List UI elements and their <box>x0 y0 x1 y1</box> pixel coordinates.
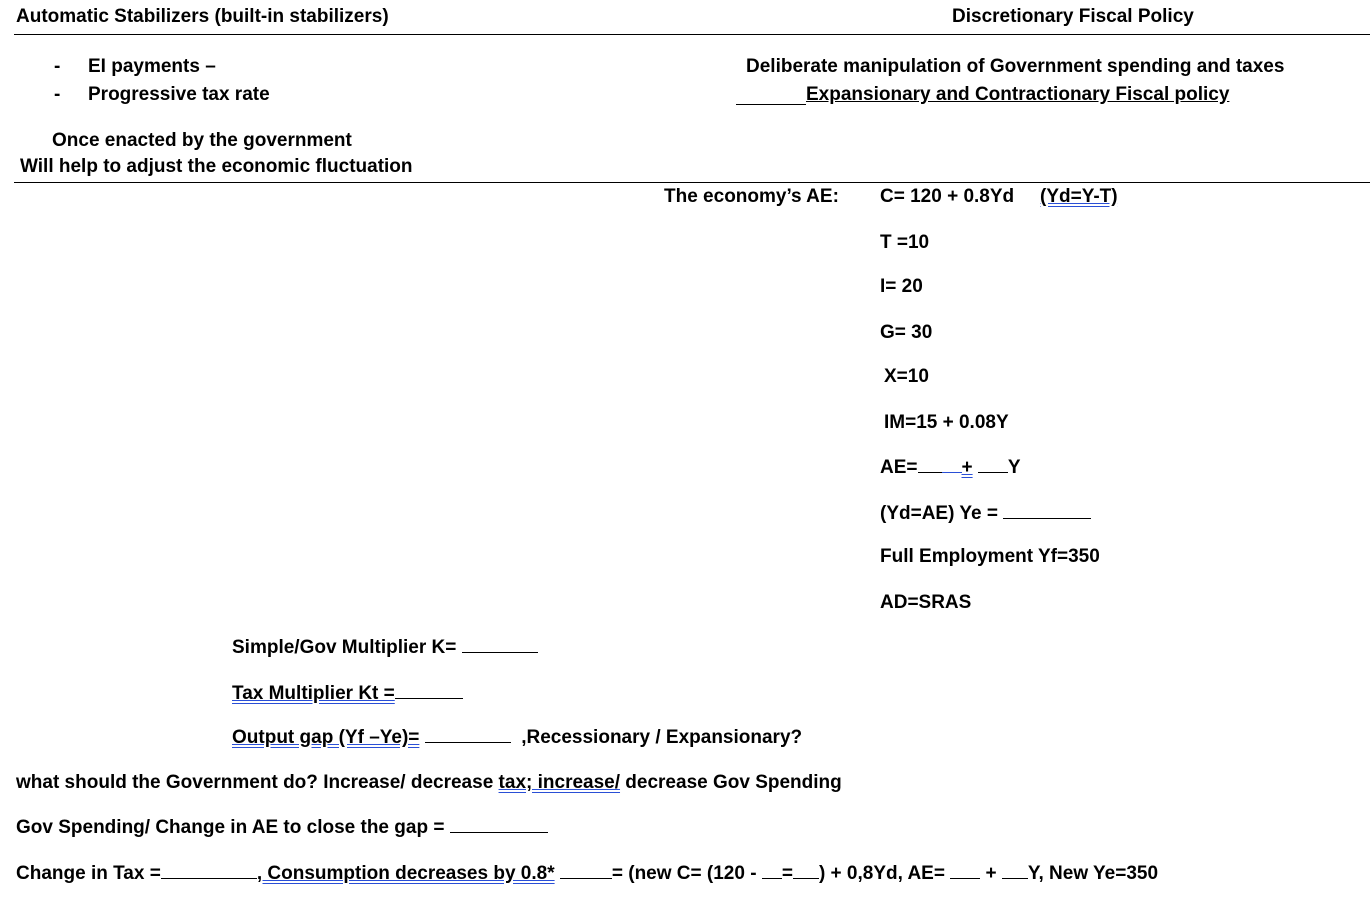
equilibrium-income <box>880 502 1091 525</box>
output-gap-type: ,Recessionary / Expansionary? <box>521 727 803 748</box>
economy-ae-label: The economy’s AE: <box>664 186 839 207</box>
exports-value: X=10 <box>884 366 929 387</box>
new-c-eq: = <box>781 863 793 884</box>
new-ae-slope-blank[interactable] <box>1002 862 1028 879</box>
ae-plus: + <box>961 457 973 478</box>
discretionary-heading: Discretionary Fiscal Policy <box>952 6 1194 27</box>
tax-multiplier-blank[interactable] <box>395 682 463 699</box>
multiplier-question <box>232 636 538 659</box>
multiplier-label: Simple/Gov Multiplier K= <box>232 637 457 658</box>
stabilizers-heading: Automatic Stabilizers (built-in stabilizers) <box>16 6 389 27</box>
new-c-blank-1[interactable] <box>762 862 782 879</box>
leading-underline <box>736 104 806 105</box>
change-tax-blank[interactable] <box>161 862 257 879</box>
section-rule <box>14 182 1370 183</box>
output-gap-label: Output gap (Yf –Ye)= <box>232 727 420 748</box>
consumption-decrease: , Consumption decreases by 0.8* <box>256 863 555 884</box>
tax-multiplier-label: Tax Multiplier Kt = <box>232 683 395 704</box>
discretionary-types: Expansionary and Contractionary Fiscal policy <box>806 84 1230 105</box>
gov-action-a2: tax; increase/ <box>498 772 621 793</box>
equilibrium-label: (Yd=AE) Ye = <box>880 503 998 524</box>
gov-action-a3: decrease Gov Spending <box>625 772 842 793</box>
new-c-label: = (new C= (120 - <box>611 863 757 884</box>
bullet-marker: - <box>54 56 61 77</box>
ad-sras: AD=SRAS <box>880 592 972 613</box>
output-gap-question <box>232 726 802 749</box>
ae-y: Y <box>1007 457 1021 478</box>
equilibrium-blank[interactable] <box>1003 502 1091 519</box>
government-value: G= 30 <box>880 322 933 343</box>
ae-intercept-blank[interactable] <box>918 456 942 473</box>
new-c-blank-2[interactable] <box>793 862 819 879</box>
gov-spending-blank[interactable] <box>450 816 548 833</box>
output-gap-blank[interactable] <box>425 726 511 743</box>
ae-intercept-blank-2[interactable] <box>942 456 962 473</box>
bullet-progressive-tax: Progressive tax rate <box>88 84 270 105</box>
consumption-function: C= 120 + 0.8Yd <box>880 186 1015 207</box>
gov-action-q: what should the Government do? <box>16 772 318 793</box>
stabilizers-note-2: Will help to adjust the economic fluctuation <box>20 156 413 177</box>
full-employment: Full Employment Yf=350 <box>880 546 1100 567</box>
tax-value: T =10 <box>880 232 930 253</box>
stabilizers-note-1: Once enacted by the government <box>52 130 352 151</box>
new-ae-plus: + <box>985 863 997 884</box>
tax-multiplier-question <box>232 682 463 705</box>
investment-value: I= 20 <box>880 276 923 297</box>
ae-prefix: AE= <box>880 457 918 478</box>
discretionary-definition: Deliberate manipulation of Government spending and taxes <box>746 56 1285 77</box>
new-c-end: ) + 0,8Yd, AE= <box>818 863 945 884</box>
change-tax-question <box>16 862 1158 885</box>
change-tax-label: Change in Tax = <box>16 863 161 884</box>
consumption-blank[interactable] <box>560 862 612 879</box>
disposable-income-text: (Yd=Y-T) <box>1040 186 1118 207</box>
new-ae-intercept-blank[interactable] <box>950 862 980 879</box>
gov-spending-label: Gov Spending/ Change in AE to close the gap = <box>16 817 445 838</box>
imports-function: IM=15 + 0.08Y <box>884 412 1009 433</box>
gov-action-a1: Increase/ decrease <box>323 772 494 793</box>
gov-action-question <box>16 772 842 794</box>
new-ye: Y, New Ye=350 <box>1027 863 1159 884</box>
multiplier-blank[interactable] <box>462 636 538 653</box>
header-rule <box>14 34 1370 35</box>
bullet-marker: - <box>54 84 61 105</box>
disposable-income <box>1040 186 1118 208</box>
gov-spending-question <box>16 816 548 839</box>
bullet-ei-payments: EI payments – <box>88 56 216 77</box>
ae-slope-blank[interactable] <box>978 456 1008 473</box>
ae-equation <box>880 456 1021 479</box>
